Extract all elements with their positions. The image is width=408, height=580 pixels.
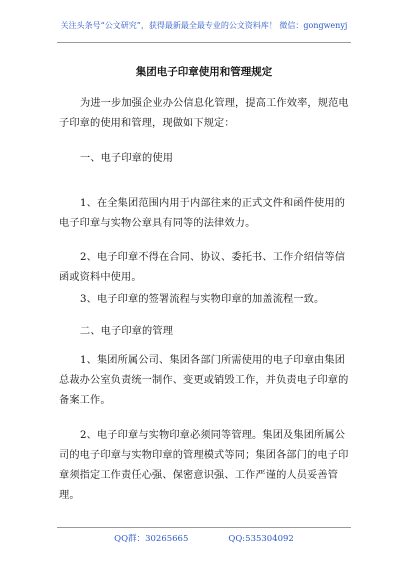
intro-paragraph: 为进一步加强企业办公信息化管理，提高工作效率，规范电子印章的使用和管理，现做如下规定：	[59, 98, 349, 129]
usage-item-2: 2、电子印章不得在合同、协议、委托书、工作介绍信等信函或资料中使用。	[59, 252, 346, 283]
page-footer	[0, 533, 408, 545]
usage-item-3: 3、电子印章的签署流程与实物印章的加盖流程一致。	[80, 294, 325, 305]
management-item-1: 1、集团所属公司、集团各部门所需使用的电子印章由集团总裁办公室负责统一制作、变更或销毁工作，并负责电子印章的备案工作。	[59, 355, 349, 406]
header-divider	[57, 42, 351, 43]
management-item-2: 2、电子印章与实物印章必须同等管理。集团及集团所属公司的电子印章与实物印章的管理模式等同；集团各部门的电子印章须指定工作责任心强、保密意识强、工作严谨的人员妥善管理。	[59, 430, 349, 501]
usage-item-1: 1、在全集团范围内用于内部往来的正式文件和函件使用的电子印章与实物公章具有同等的法律效力。	[59, 198, 346, 229]
footer-qq: QQ:535304092	[228, 534, 294, 544]
page-header: 关注头条号“公文研究”，获得最新最全最专业的公文资料库！ 微信：gongwenyj	[60, 21, 348, 30]
section-heading-management: 二、电子印章的管理	[80, 326, 174, 337]
document-title: 集团电子印章使用和管理规定	[135, 66, 273, 78]
footer-divider	[57, 527, 351, 528]
section-heading-usage: 一、电子印章的使用	[80, 153, 174, 164]
footer-qq-group: QQ群：30265665	[114, 534, 189, 544]
